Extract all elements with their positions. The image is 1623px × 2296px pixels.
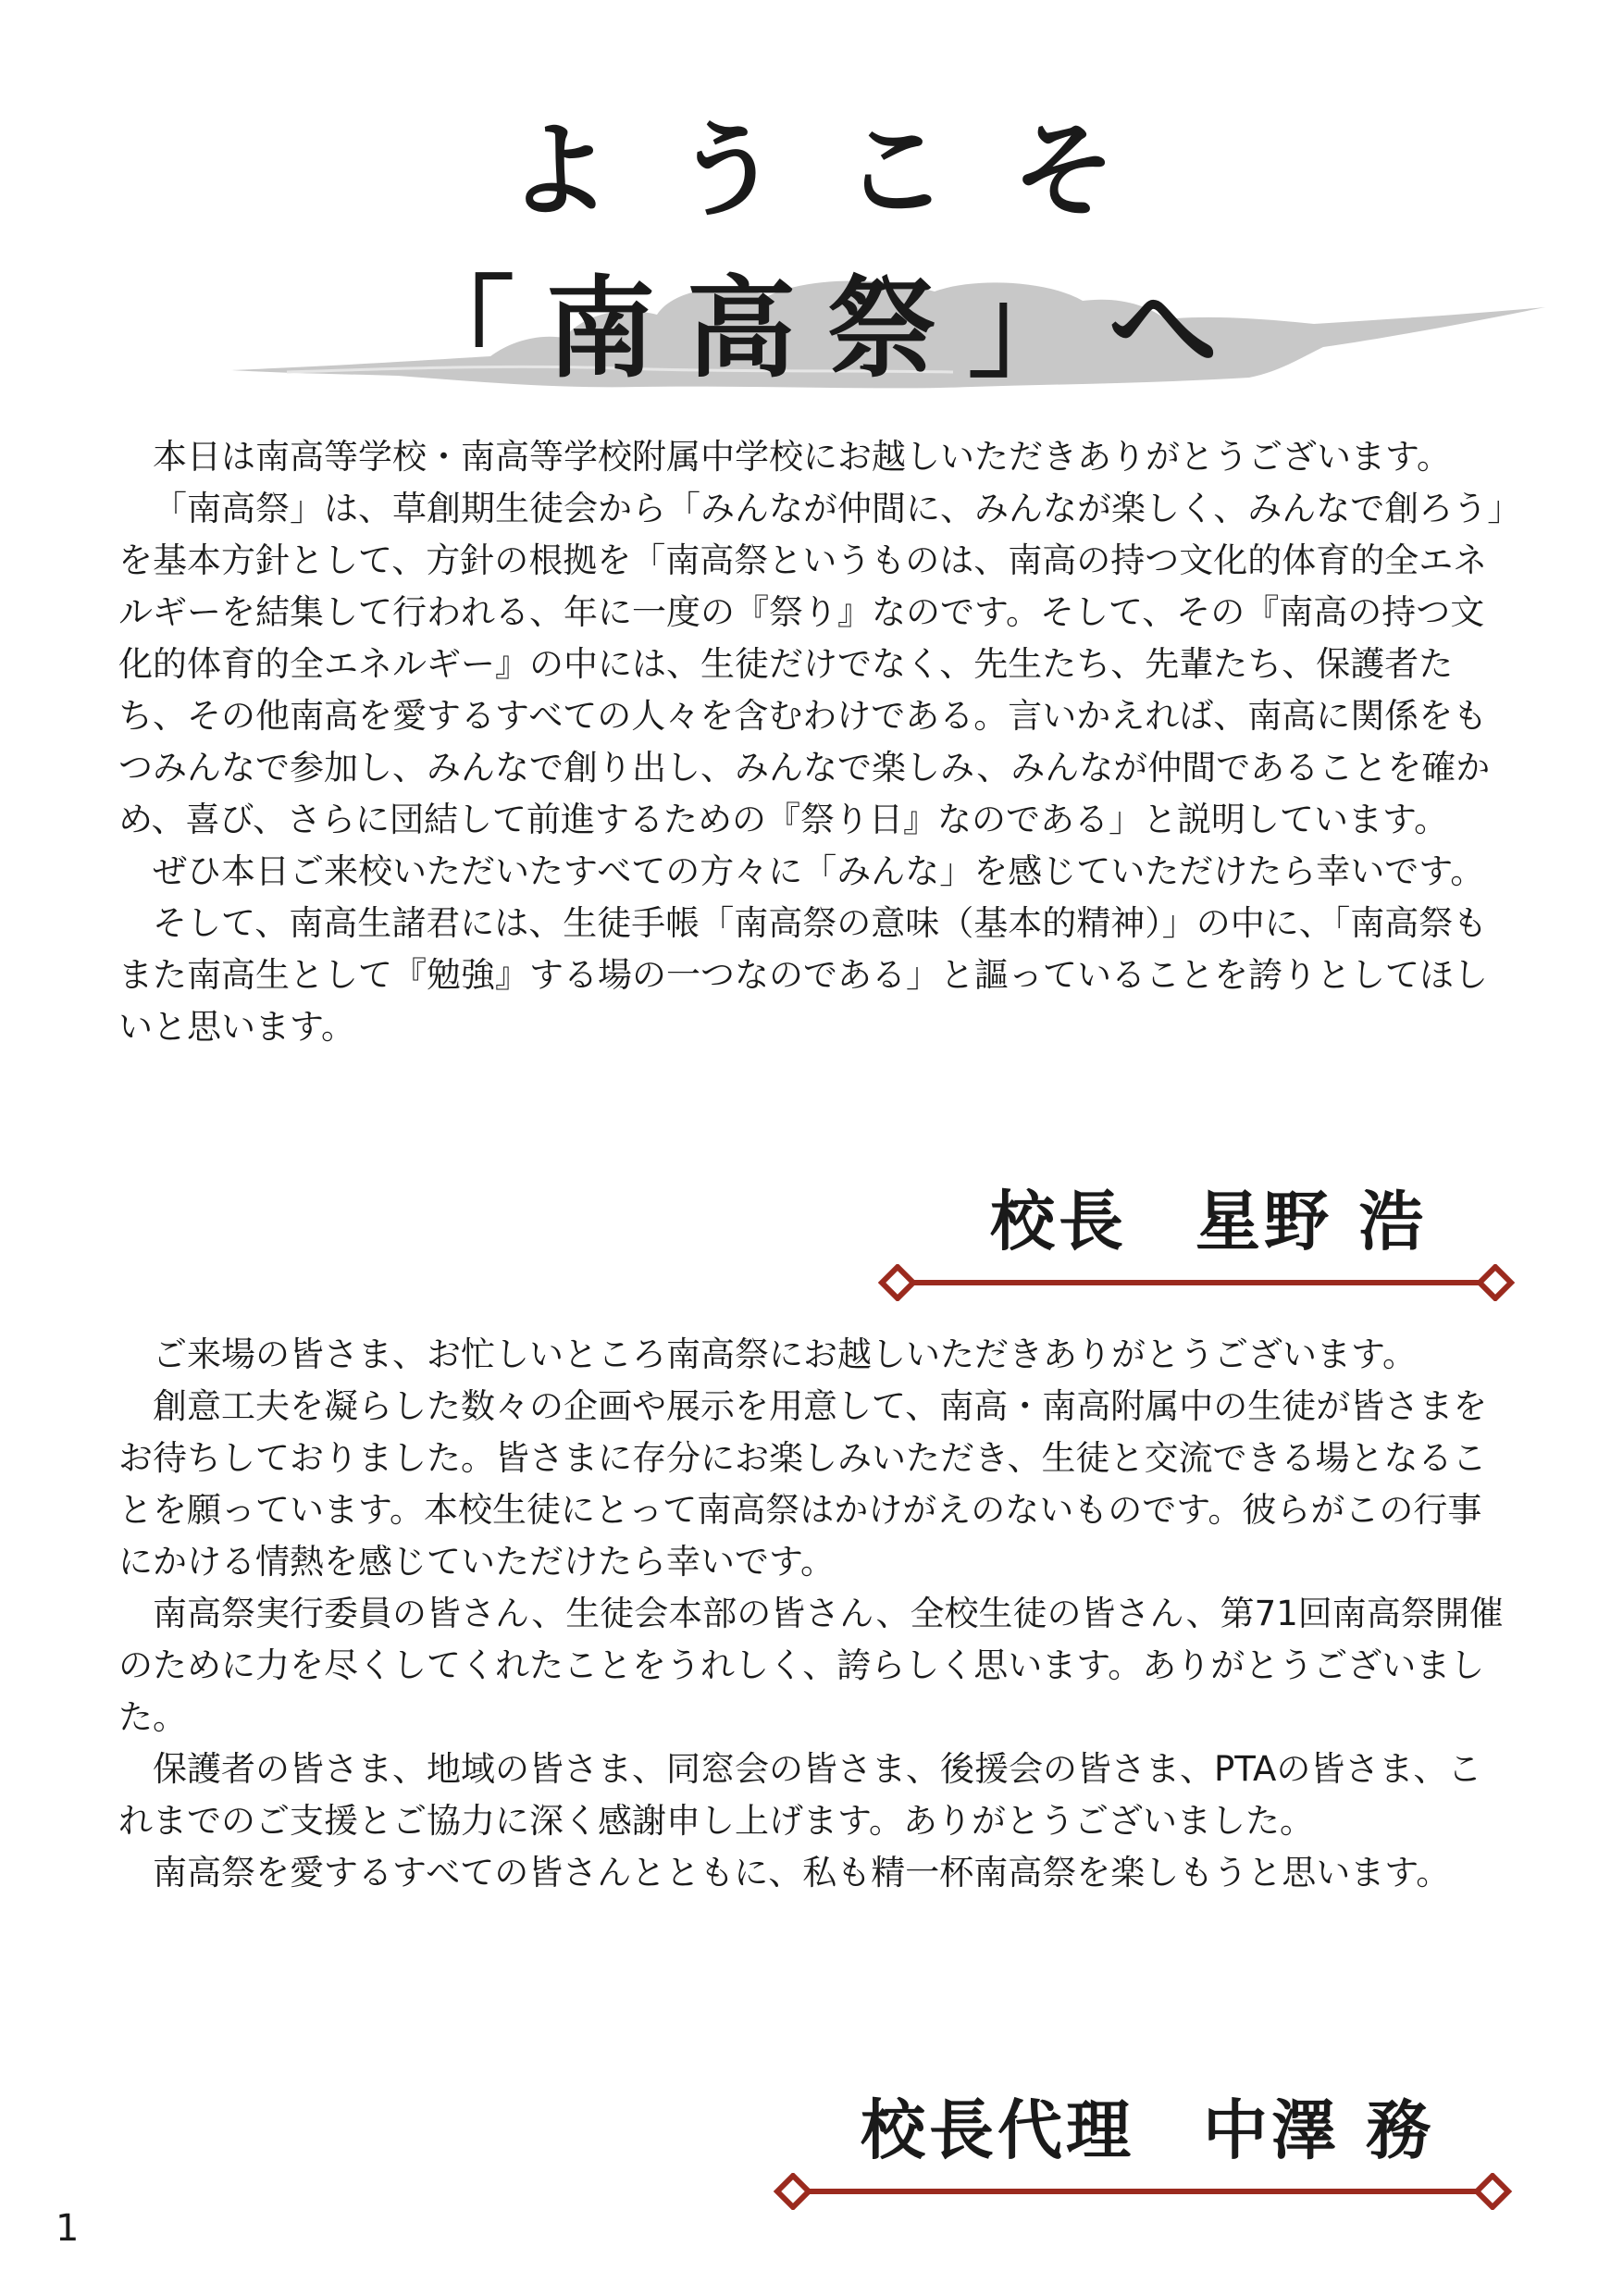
vice-principal-signature: 校長代理 中澤 務 [861, 2092, 1435, 2168]
signature-rule-1 [877, 1264, 1516, 1301]
principal-greeting [118, 431, 1506, 1053]
paragraph: ご来場の皆さま、お忙しいところ南高祭にお越しいただきありがとうございます。 [153, 1334, 1418, 1374]
heading-nankosai: 「南高祭」へ [404, 264, 1249, 392]
paragraph: 創意工夫を凝らした数々の企画や展示を用意して、南高・南高附属中の生徒が皆さまをお待ちしておりました。皆さまに存分にお楽しみいただき、生徒と交流できる場となることを願っています。本校生徒にとって南高祭はかけがえのないものです。彼らがこの行事にかける情熱を感じていただけたら幸いです。 [118, 1386, 1488, 1582]
principal-signature: 校長 星野 浩 [990, 1184, 1428, 1260]
paragraph: そして、南高生諸君には、生徒手帳「南高祭の意味（基本的精神）」の中に、「南高祭もまた南高生として『勉強』する場の一つなのである」と謳っていることを誇りとしてほしいと思います。 [118, 903, 1488, 1047]
paragraph: 保護者の皆さま、地域の皆さま、同窓会の皆さま、後援会の皆さま、PTAの皆さま、これまでのご支援とご協力に深く感謝申し上げます。ありがとうございました。 [118, 1749, 1482, 1841]
vice-principal-greeting [118, 1329, 1506, 1899]
paragraph: 南高祭実行委員の皆さん、生徒会本部の皆さん、全校生徒の皆さん、第71回南高祭開催のために力を尽くしてくれたことをうれしく、誇らしく思います。ありがとうございました。 [118, 1594, 1504, 1737]
paragraph: 「南高祭」は、草創期生徒会から「みんなが仲間に、みんなが楽しく、みんなで創ろう」を基本方針として、方針の根拠を「南高祭というものは、南高の持つ文化的体育的全エネルギーを結集して行われる、年に一度の『祭り』なのです。そして、その『南高の持つ文化的体育的全エネルギー』の中には、生徒だけでなく、先生たち、先輩たち、保護者たち、その他南高を愛するすべての人々を含むわけである。言いかえれば、南高に関係をもつみんなで参加し、みんなで創り出し、みんなで楽しみ、みんなが仲間であることを確かめ、喜び、さらに団結して前進するための『祭り日』なのである」と説明しています。 [118, 489, 1505, 839]
heading-welcome: ようこそ [507, 110, 1181, 231]
signature-rule-2 [773, 2173, 1513, 2210]
paragraph: 南高祭を愛するすべての皆さんとともに、私も精一杯南高祭を楽しもうと思います。 [153, 1853, 1451, 1893]
page-number: 1 [56, 2207, 80, 2250]
paragraph: 本日は南高等学校・南高等学校附属中学校にお越しいただきありがとうございます。 [153, 437, 1452, 477]
paragraph: ぜひ本日ご来校いただいたすべての方々に「みんな」を感じていただけたら幸いです。 [153, 851, 1485, 891]
